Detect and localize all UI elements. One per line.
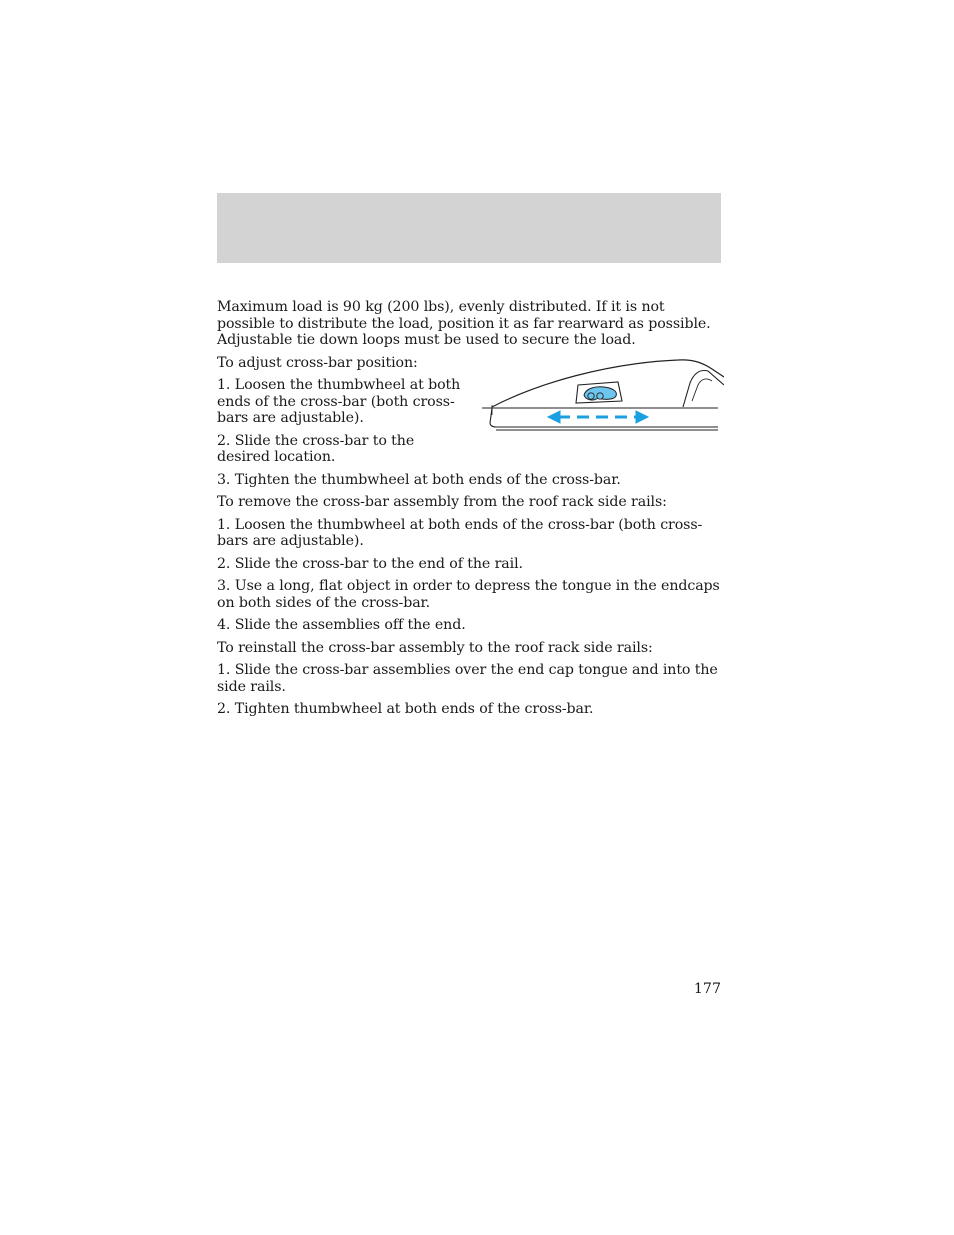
- paragraph-remove-step-4: 4. Slide the assemblies off the end.: [217, 617, 466, 633]
- paragraph-remove-step-1: 1. Loosen the thumbwheel at both ends of the cross-bar (both cross-bars are adjustable).: [217, 516, 703, 549]
- thumbwheel-knob-right: [597, 393, 603, 399]
- paragraph-remove-step-2: 2. Slide the cross-bar to the end of the rail.: [217, 555, 523, 572]
- paragraph-max-load: Maximum load is 90 kg (200 lbs), evenly distributed. If it is not possible to distribute the load, position it as far rearward as possible. Adjustable tie down loops must be used to secure the load.: [217, 299, 711, 348]
- paragraph-remove-step-3: 3. Use a long, flat object in order to depress the tongue in the endcaps on both sides of the cross-bar.: [217, 578, 720, 611]
- page-number: 177: [693, 981, 721, 997]
- cross-bar-illustration: [478, 355, 724, 435]
- paragraph-reinstall-step-1: 1. Slide the cross-bar assemblies over the end cap tongue and into the side rails.: [217, 662, 718, 695]
- header-band: [217, 193, 721, 263]
- pillar-outline: [692, 379, 712, 401]
- paragraph-remove-intro: To remove the cross-bar assembly from the roof rack side rails:: [217, 494, 667, 510]
- slide-arrow-icon: [548, 411, 648, 423]
- paragraph-adjust-step-1: 1. Loosen the thumbwheel at both ends of the cross-bar (both cross-bars are adjustable).: [217, 377, 461, 426]
- paragraph-adjust-step-3: 3. Tighten the thumbwheel at both ends of the cross-bar.: [217, 471, 621, 488]
- paragraph-adjust-step-2: 2. Slide the cross-bar to the desired location.: [217, 432, 415, 465]
- paragraph-reinstall-intro: To reinstall the cross-bar assembly to the roof rack side rails:: [217, 639, 653, 656]
- paragraph-adjust-intro: To adjust cross-bar position:: [217, 354, 418, 371]
- paragraph-reinstall-step-2: 2. Tighten thumbwheel at both ends of the cross-bar.: [217, 701, 594, 717]
- thumbwheel-knob-left: [588, 393, 594, 399]
- windshield-outline: [683, 371, 724, 408]
